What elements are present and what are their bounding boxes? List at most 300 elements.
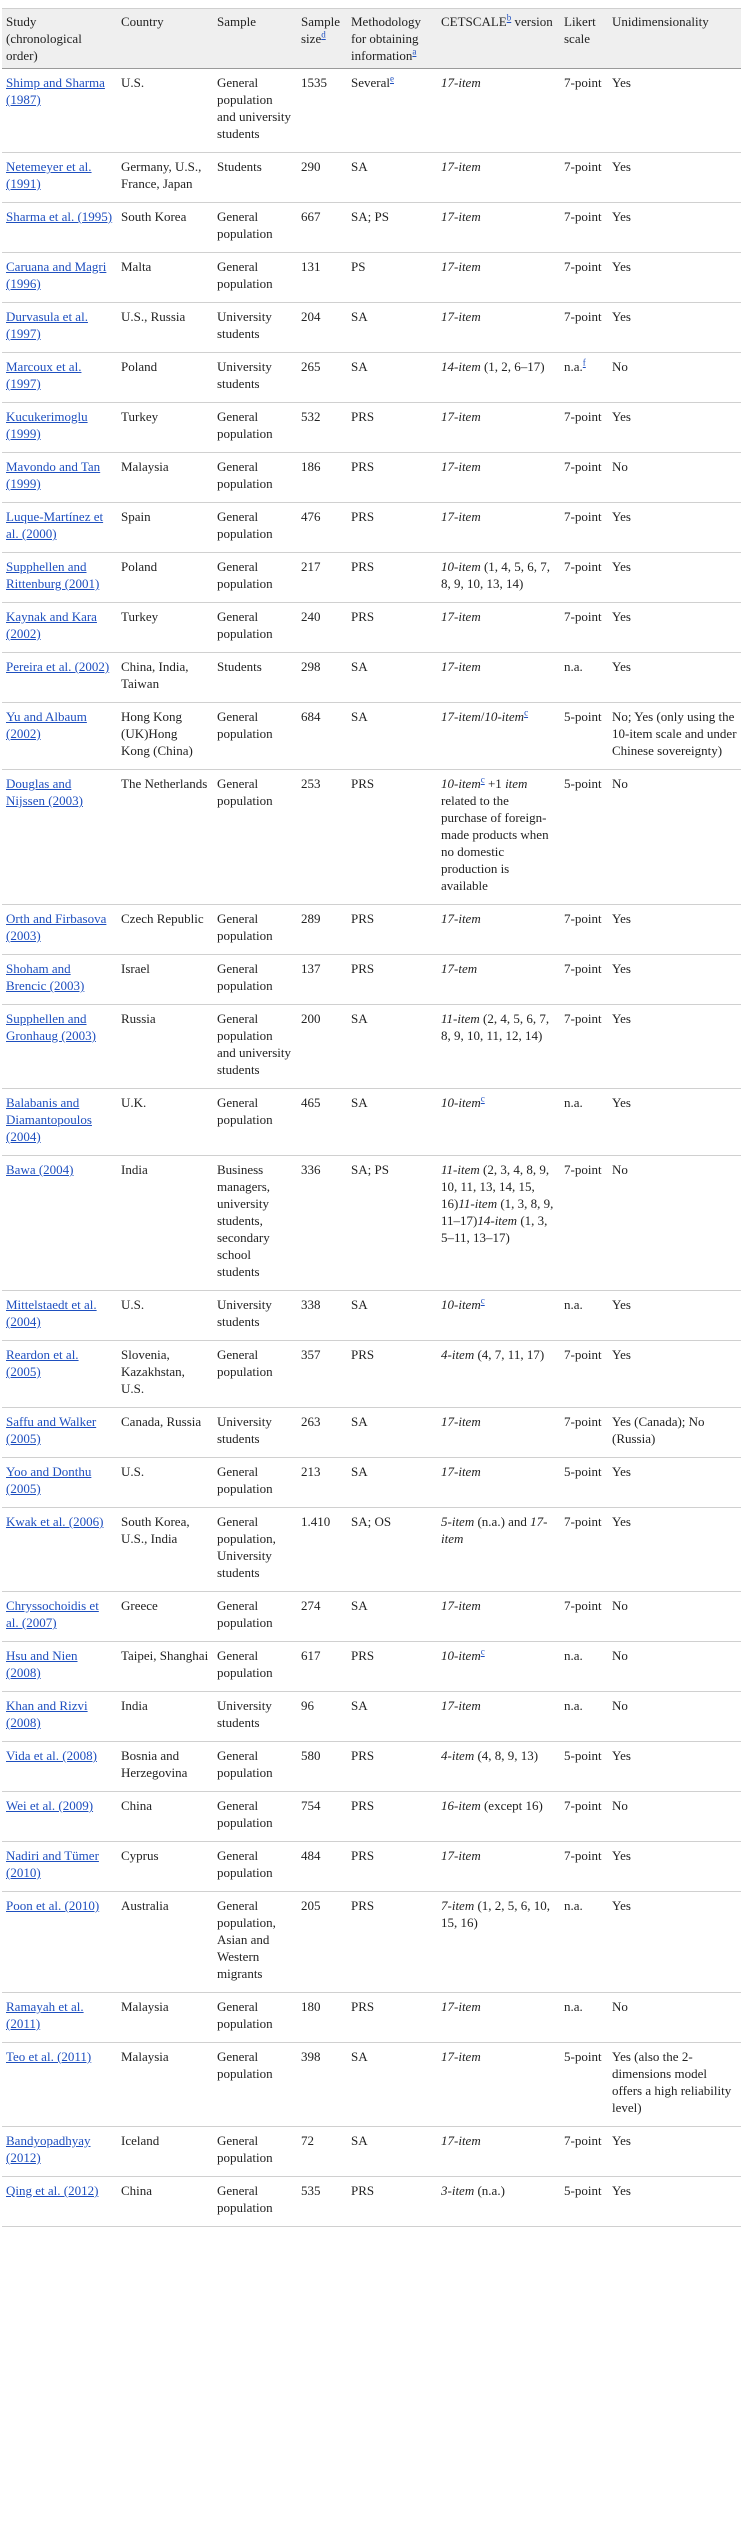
cell-cetscale-version	[437, 1458, 560, 1508]
study-link[interactable]: Mavondo and Tan (1999)	[6, 459, 101, 491]
footnote-link[interactable]: c	[480, 1646, 485, 1657]
cell-study	[2, 603, 117, 653]
table-row	[2, 353, 741, 403]
study-link[interactable]: Saffu and Walker (2005)	[6, 1414, 97, 1446]
cell-likert-scale: n.a.	[560, 1642, 608, 1692]
cell-methodology: PRS	[347, 1742, 437, 1792]
cell-sample-size: 213	[297, 1458, 347, 1508]
cell-cetscale-version: 10-item (1, 4, 5, 6, 7, 8, 9, 10, 13, 14)	[437, 553, 560, 603]
header-row	[2, 9, 741, 69]
study-link[interactable]: Supphellen and Rittenburg (2001)	[6, 559, 100, 591]
cell-study	[2, 1692, 117, 1742]
cell-cetscale-version: 5-item (n.a.) and 17-item	[437, 1508, 560, 1592]
cell-sample-size: 667	[297, 203, 347, 253]
study-link[interactable]: Sharma et al. (1995)	[6, 209, 113, 224]
study-link[interactable]: Luque-Martínez et al. (2000)	[6, 509, 104, 541]
cell-cetscale-version	[437, 1642, 560, 1692]
cell-cetscale-version	[437, 1408, 560, 1458]
cell-study	[2, 1792, 117, 1842]
scale-item-count: 10-item	[441, 1297, 481, 1312]
cell-methodology: SA	[347, 1592, 437, 1642]
study-link[interactable]: Nadiri and Tümer (2010)	[6, 1848, 99, 1880]
cell-cetscale-version: 17-item/10-item$^c$	[437, 703, 560, 770]
cell-cetscale-version	[437, 303, 560, 353]
cell-country: Slovenia, Kazakhstan, U.S.	[117, 1341, 213, 1408]
table-row	[2, 1408, 741, 1458]
cell-methodology: PRS	[347, 1892, 437, 1993]
cell-country: Cyprus	[117, 1842, 213, 1892]
cell-sample-size: 754	[297, 1792, 347, 1842]
cell-country: Malaysia	[117, 453, 213, 503]
cell-study	[2, 703, 117, 770]
cell-sample: General population	[213, 2043, 297, 2127]
cell-sample-size: 265	[297, 353, 347, 403]
cell-study	[2, 653, 117, 703]
cell-sample-size: 535	[297, 2177, 347, 2227]
cell-sample-size: 1.410	[297, 1508, 347, 1592]
cell-study	[2, 1291, 117, 1341]
study-link[interactable]: Bandyopadhyay (2012)	[6, 2133, 91, 2165]
cell-methodology: PRS	[347, 905, 437, 955]
cell-likert-scale: n.a.	[560, 1291, 608, 1341]
cell-country: U.S., Russia	[117, 303, 213, 353]
footnote-link[interactable]: a	[412, 46, 417, 57]
cell-study	[2, 253, 117, 303]
table-row	[2, 653, 741, 703]
study-link[interactable]: Chryssochoidis et al. (2007)	[6, 1598, 99, 1630]
cell-methodology: PRS	[347, 1993, 437, 2043]
header-sample: Sample	[213, 9, 297, 69]
cell-methodology: PRS	[347, 1642, 437, 1692]
table-row	[2, 1642, 741, 1692]
study-link[interactable]: Qing et al. (2012)	[6, 2183, 99, 2198]
cell-sample-size: 465	[297, 1089, 347, 1156]
scale-item-count: 16-item	[441, 1798, 481, 1813]
footnote-link[interactable]: b	[506, 12, 512, 23]
table-row	[2, 703, 741, 770]
cell-sample: Business managers, university students, secondary school students	[213, 1156, 297, 1291]
cell-methodology: PRS	[347, 955, 437, 1005]
cetscale-studies-table	[2, 8, 741, 2227]
study-link[interactable]: Caruana and Magri (1996)	[6, 259, 107, 291]
cell-sample: General population	[213, 770, 297, 905]
cell-likert-scale: 7-point	[560, 1408, 608, 1458]
study-link[interactable]: Vida et al. (2008)	[6, 1748, 97, 1763]
study-link[interactable]: Balabanis and Diamantopoulos (2004)	[6, 1095, 92, 1144]
scale-item-count: 14-item	[477, 1213, 518, 1228]
scale-item-count: item	[505, 776, 528, 791]
study-link[interactable]: Marcoux et al. (1997)	[6, 359, 82, 391]
cell-methodology: PRS	[347, 2177, 437, 2227]
footnote-link[interactable]: d	[321, 29, 326, 40]
cell-sample-size: 217	[297, 553, 347, 603]
header-unidimensionality: Unidimensionality	[608, 9, 741, 69]
study-link[interactable]: Kucukerimoglu (1999)	[6, 409, 88, 441]
cell-methodology: SA	[347, 1692, 437, 1742]
cell-sample-size: 274	[297, 1592, 347, 1642]
cell-cetscale-version	[437, 403, 560, 453]
cell-unidimensionality: Yes (Canada); No (Russia)	[608, 1408, 741, 1458]
cell-methodology: SA	[347, 1458, 437, 1508]
study-link[interactable]: Pereira et al. (2002)	[6, 659, 110, 674]
cell-likert-scale: n.a.	[560, 1089, 608, 1156]
scale-item-count: 14-item	[441, 359, 481, 374]
cell-study	[2, 1408, 117, 1458]
cell-cetscale-version: 7-item (1, 2, 5, 6, 10, 15, 16)	[437, 1892, 560, 1993]
cell-cetscale-version	[437, 69, 560, 153]
cell-cetscale-version: 10-item$^c$ +1 item related to the purchase of foreign-made products when no domestic production is available	[437, 770, 560, 905]
cell-sample: General population	[213, 1341, 297, 1408]
header-cetscale-version: CETSCALE$^b$ version	[437, 9, 560, 69]
scale-item-count: 17-item	[441, 409, 481, 424]
cell-sample-size: 532	[297, 403, 347, 453]
footnote-link[interactable]: e	[389, 73, 394, 84]
cell-country: Iceland	[117, 2127, 213, 2177]
cell-methodology: SA; PS	[347, 203, 437, 253]
cell-study	[2, 1892, 117, 1993]
cell-country: Greece	[117, 1592, 213, 1642]
cell-methodology: Several$^e$	[347, 69, 437, 153]
cell-likert-scale: 7-point	[560, 553, 608, 603]
cell-study	[2, 1842, 117, 1892]
cell-methodology: PRS	[347, 553, 437, 603]
cell-unidimensionality: Yes	[608, 153, 741, 203]
cell-methodology: SA; PS	[347, 1156, 437, 1291]
cell-unidimensionality: Yes	[608, 503, 741, 553]
scale-item-count: 10-item	[484, 709, 525, 724]
cell-unidimensionality: No	[608, 1993, 741, 2043]
cell-sample: University students	[213, 1291, 297, 1341]
table-row	[2, 2177, 741, 2227]
cell-sample: General population	[213, 2177, 297, 2227]
cell-study	[2, 453, 117, 503]
cell-sample: General population	[213, 1089, 297, 1156]
study-link[interactable]: Hsu and Nien (2008)	[6, 1648, 78, 1680]
cell-country: China	[117, 1792, 213, 1842]
cell-methodology: PRS	[347, 453, 437, 503]
cell-unidimensionality: No	[608, 453, 741, 503]
cell-cetscale-version: 16-item (except 16)	[437, 1792, 560, 1842]
cell-methodology: SA	[347, 153, 437, 203]
cell-sample: General population and university students	[213, 69, 297, 153]
cell-country: China, India, Taiwan	[117, 653, 213, 703]
cell-country: India	[117, 1156, 213, 1291]
table-row	[2, 1792, 741, 1842]
cell-sample: University students	[213, 1408, 297, 1458]
cell-study	[2, 1089, 117, 1156]
study-link[interactable]: Yu and Albaum (2002)	[6, 709, 87, 741]
cell-likert-scale: 7-point	[560, 1156, 608, 1291]
cell-study	[2, 2127, 117, 2177]
study-link[interactable]: Durvasula et al. (1997)	[6, 309, 88, 341]
footnote-link[interactable]: c	[480, 1295, 485, 1306]
scale-item-count: 17-item	[441, 209, 481, 224]
cell-cetscale-version: 11-item (2, 4, 5, 6, 7, 8, 9, 10, 11, 12, 14)	[437, 1005, 560, 1089]
cell-sample: General population	[213, 1792, 297, 1842]
cell-likert-scale: n.a.	[560, 1892, 608, 1993]
cell-study	[2, 770, 117, 905]
cell-cetscale-version	[437, 1842, 560, 1892]
cell-sample: Students	[213, 153, 297, 203]
cell-country: Malaysia	[117, 2043, 213, 2127]
cell-methodology: SA	[347, 1089, 437, 1156]
scale-item-count: 17-item	[441, 609, 481, 624]
table-row	[2, 503, 741, 553]
cell-sample: General population	[213, 403, 297, 453]
cell-unidimensionality: Yes	[608, 253, 741, 303]
study-link[interactable]: Bawa (2004)	[6, 1162, 74, 1177]
cell-study	[2, 203, 117, 253]
cell-unidimensionality: Yes	[608, 403, 741, 453]
study-link[interactable]: Reardon et al. (2005)	[6, 1347, 79, 1379]
cell-sample-size: 200	[297, 1005, 347, 1089]
cell-methodology: SA	[347, 303, 437, 353]
cell-methodology: SA	[347, 1408, 437, 1458]
cell-country: Australia	[117, 1892, 213, 1993]
scale-item-count: 17-item	[441, 75, 481, 90]
cell-unidimensionality: Yes	[608, 203, 741, 253]
scale-item-count: 5-item	[441, 1514, 475, 1529]
cell-sample: General population	[213, 1993, 297, 2043]
cell-cetscale-version	[437, 2043, 560, 2127]
cell-likert-scale: 5-point	[560, 2043, 608, 2127]
cell-cetscale-version	[437, 1291, 560, 1341]
cell-sample: General population	[213, 1458, 297, 1508]
cell-cetscale-version	[437, 1993, 560, 2043]
cell-sample: General population and university students	[213, 1005, 297, 1089]
scale-item-count: 10-item	[441, 776, 481, 791]
scale-item-count: 17-item	[441, 1698, 481, 1713]
cell-cetscale-version: 11-item (2, 3, 4, 8, 9, 10, 11, 13, 14, 15, 16)11-item (1, 3, 8, 9, 11–17)14-item (1, 3, 5–11, 13–17)	[437, 1156, 560, 1291]
cell-unidimensionality: No	[608, 1692, 741, 1742]
table-row	[2, 1458, 741, 1508]
table-row	[2, 955, 741, 1005]
study-link[interactable]: Ramayah et al. (2011)	[6, 1999, 84, 2031]
cell-methodology: PRS	[347, 503, 437, 553]
study-link[interactable]: Poon et al. (2010)	[6, 1898, 100, 1913]
cell-unidimensionality: Yes	[608, 1291, 741, 1341]
table-row	[2, 1508, 741, 1592]
cell-sample-size: 131	[297, 253, 347, 303]
cell-country: U.S.	[117, 69, 213, 153]
cell-country: The Netherlands	[117, 770, 213, 905]
table-row	[2, 1341, 741, 1408]
table-row	[2, 1892, 741, 1993]
cell-cetscale-version	[437, 203, 560, 253]
table-row	[2, 1692, 741, 1742]
scale-item-count: 17-item	[441, 459, 481, 474]
cell-methodology: PRS	[347, 603, 437, 653]
table-row	[2, 770, 741, 905]
study-link[interactable]: Orth and Firbasova (2003)	[6, 911, 107, 943]
cell-likert-scale: 7-point	[560, 1508, 608, 1592]
scale-item-count: 17-item	[441, 709, 481, 724]
cell-sample: General population	[213, 1642, 297, 1692]
study-link[interactable]: Douglas and Nijssen (2003)	[6, 776, 83, 808]
table-row	[2, 1592, 741, 1642]
cell-sample-size: 338	[297, 1291, 347, 1341]
cell-likert-scale: 7-point	[560, 503, 608, 553]
study-link[interactable]: Netemeyer et al. (1991)	[6, 159, 92, 191]
cell-likert-scale: 7-point	[560, 453, 608, 503]
cell-likert-scale: n.a.	[560, 1692, 608, 1742]
cell-country: Turkey	[117, 403, 213, 453]
cell-unidimensionality: Yes	[608, 1742, 741, 1792]
cell-sample-size: 580	[297, 1742, 347, 1792]
cell-methodology: PRS	[347, 1842, 437, 1892]
cell-study	[2, 905, 117, 955]
cell-sample-size: 240	[297, 603, 347, 653]
cell-sample: General population	[213, 203, 297, 253]
cell-sample-size: 357	[297, 1341, 347, 1408]
study-link[interactable]: Wei et al. (2009)	[6, 1798, 94, 1813]
cell-unidimensionality: Yes	[608, 905, 741, 955]
cell-unidimensionality: No	[608, 770, 741, 905]
cell-unidimensionality: Yes	[608, 1005, 741, 1089]
cell-study	[2, 303, 117, 353]
study-link[interactable]: Yoo and Donthu (2005)	[6, 1464, 92, 1496]
cell-likert-scale: 7-point	[560, 303, 608, 353]
scale-item-count: 17-item	[441, 1999, 481, 2014]
cell-sample-size: 204	[297, 303, 347, 353]
cell-likert-scale: n.a.	[560, 1993, 608, 2043]
cell-country: Malta	[117, 253, 213, 303]
study-link[interactable]: Teo et al. (2011)	[6, 2049, 92, 2064]
cell-sample: General population	[213, 553, 297, 603]
cell-sample: General population	[213, 703, 297, 770]
cell-sample: General population	[213, 955, 297, 1005]
table-row	[2, 453, 741, 503]
cell-unidimensionality: Yes	[608, 955, 741, 1005]
cell-country: India	[117, 1692, 213, 1742]
cell-sample: General population	[213, 1842, 297, 1892]
cell-country: Canada, Russia	[117, 1408, 213, 1458]
cell-sample: General population, University students	[213, 1508, 297, 1592]
cell-sample-size: 180	[297, 1993, 347, 2043]
cell-sample: University students	[213, 303, 297, 353]
cell-cetscale-version: 4-item (4, 8, 9, 13)	[437, 1742, 560, 1792]
cell-unidimensionality: Yes	[608, 603, 741, 653]
study-link[interactable]: Shimp and Sharma (1987)	[6, 75, 105, 107]
cell-cetscale-version: 4-item (4, 7, 11, 17)	[437, 1341, 560, 1408]
scale-item-count: 7-item	[441, 1898, 475, 1913]
cell-study	[2, 1993, 117, 2043]
cell-country: U.S.	[117, 1458, 213, 1508]
study-link[interactable]: Shoham and Brencic (2003)	[6, 961, 85, 993]
cell-cetscale-version	[437, 1089, 560, 1156]
cell-unidimensionality: No	[608, 1156, 741, 1291]
scale-item-count: 17-item	[441, 309, 481, 324]
scale-item-count: 17-item	[441, 2133, 481, 2148]
cell-country: Czech Republic	[117, 905, 213, 955]
table-row	[2, 1005, 741, 1089]
cell-cetscale-version	[437, 1592, 560, 1642]
footnote-link[interactable]: f	[582, 357, 586, 368]
cell-sample-size: 186	[297, 453, 347, 503]
cell-sample-size: 336	[297, 1156, 347, 1291]
cell-cetscale-version	[437, 905, 560, 955]
cell-study	[2, 955, 117, 1005]
scale-item-count: 17-item	[441, 259, 481, 274]
cell-cetscale-version	[437, 253, 560, 303]
scale-item-count: 17-item	[441, 659, 481, 674]
cell-country: Germany, U.S., France, Japan	[117, 153, 213, 203]
cell-study	[2, 1742, 117, 1792]
cell-methodology: SA	[347, 2127, 437, 2177]
scale-item-count: 17-item	[441, 1848, 481, 1863]
cell-methodology: PRS	[347, 1792, 437, 1842]
cell-cetscale-version	[437, 2127, 560, 2177]
cell-likert-scale: n.a.	[560, 653, 608, 703]
cell-methodology: SA; OS	[347, 1508, 437, 1592]
table-row	[2, 1156, 741, 1291]
cell-sample: General population	[213, 503, 297, 553]
cell-country: South Korea, U.S., India	[117, 1508, 213, 1592]
cell-sample-size: 484	[297, 1842, 347, 1892]
cell-unidimensionality: No; Yes (only using the 10-item scale and under Chinese sovereignty)	[608, 703, 741, 770]
table-row	[2, 253, 741, 303]
cell-country: Spain	[117, 503, 213, 553]
scale-item-count: 17-tem	[441, 961, 478, 976]
cell-sample: General population	[213, 453, 297, 503]
study-link[interactable]: Supphellen and Gronhaug (2003)	[6, 1011, 96, 1043]
cell-likert-scale: 7-point	[560, 1592, 608, 1642]
study-link[interactable]: Khan and Rizvi (2008)	[6, 1698, 88, 1730]
scale-item-count: 10-item	[441, 559, 481, 574]
cell-study	[2, 1508, 117, 1592]
study-link[interactable]: Kaynak and Kara (2002)	[6, 609, 97, 641]
study-link[interactable]: Mittelstaedt et al. (2004)	[6, 1297, 97, 1329]
cell-likert-scale: 7-point	[560, 603, 608, 653]
cell-sample-size: 263	[297, 1408, 347, 1458]
cell-likert-scale: 5-point	[560, 2177, 608, 2227]
cell-methodology: SA	[347, 1005, 437, 1089]
cell-methodology: SA	[347, 653, 437, 703]
cell-unidimensionality: Yes	[608, 1892, 741, 1993]
table-row	[2, 1089, 741, 1156]
cell-methodology: PS	[347, 253, 437, 303]
cell-sample-size: 298	[297, 653, 347, 703]
footnote-link[interactable]: c	[480, 774, 485, 785]
cell-study	[2, 403, 117, 453]
study-link[interactable]: Kwak et al. (2006)	[6, 1514, 104, 1529]
footnote-link[interactable]: c	[524, 707, 529, 718]
cell-cetscale-version	[437, 453, 560, 503]
cell-likert-scale: 5-point	[560, 770, 608, 905]
cell-likert-scale: n.a.$^f$	[560, 353, 608, 403]
cell-sample-size: 137	[297, 955, 347, 1005]
scale-item-count: 4-item	[441, 1748, 475, 1763]
cell-sample: University students	[213, 353, 297, 403]
footnote-link[interactable]: c	[480, 1093, 485, 1104]
cell-study	[2, 69, 117, 153]
scale-item-count: 17-item	[441, 2049, 481, 2064]
cell-cetscale-version: 3-item (n.a.)	[437, 2177, 560, 2227]
cell-unidimensionality: Yes	[608, 1842, 741, 1892]
cell-cetscale-version	[437, 653, 560, 703]
header-likert-scale: Likert scale	[560, 9, 608, 69]
table-row	[2, 2127, 741, 2177]
table-row	[2, 1291, 741, 1341]
cell-sample-size: 290	[297, 153, 347, 203]
header-study: Study (chronological order)	[2, 9, 117, 69]
cell-methodology: SA	[347, 353, 437, 403]
cell-sample-size: 398	[297, 2043, 347, 2127]
scale-item-count: 17-item	[441, 1414, 481, 1429]
cell-sample: General population	[213, 253, 297, 303]
table-row	[2, 553, 741, 603]
header-sample-size: Sample size$^d$	[297, 9, 347, 69]
